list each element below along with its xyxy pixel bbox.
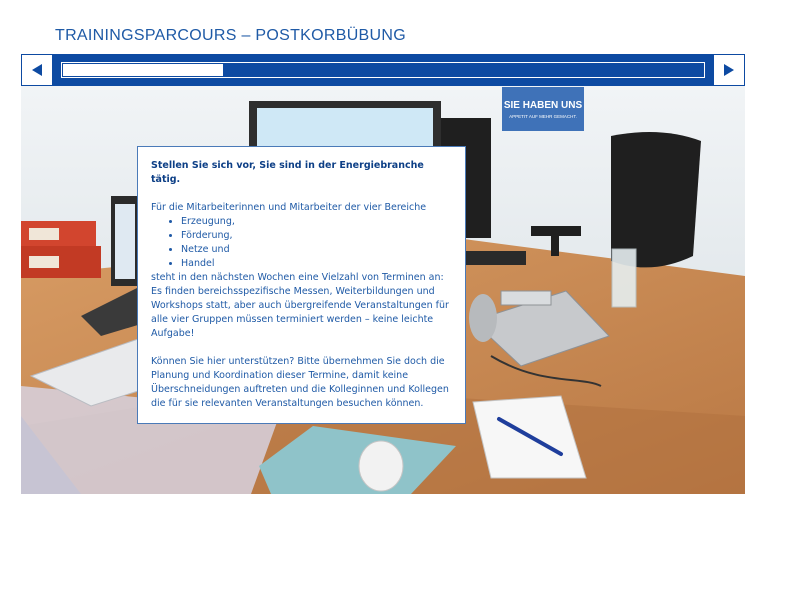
poster-subtext: APPETIT AUF MEHR GEMACHT. — [509, 114, 577, 119]
list-item: • Handel — [181, 257, 453, 271]
progress-bar — [61, 62, 705, 78]
page-title: TRAININGSPARCOURS – POSTKORBÜBUNG — [55, 27, 406, 44]
list-item: • Förderung, — [181, 229, 453, 243]
arrow-right-icon — [722, 63, 736, 77]
dialog-body-2: Können Sie hier unterstützen? Bitte übernehmen Sie doch die Planung und Koordination dieser Termine, damit keine Überschneidungen auftreten und die Kolleginnen und Kollegen die für sie relevanten Veranstaltungen besuchen können. — [151, 356, 449, 409]
list-item: • Netze und — [181, 243, 453, 257]
area-list — [151, 215, 453, 271]
dialog-heading: Stellen Sie sich vor, Sie sind in der Energiebranche tätig. — [151, 160, 424, 185]
navigation-bar — [21, 54, 745, 86]
dialog-body-1: steht in den nächsten Wochen eine Vielzahl von Terminen an: Es finden bereichsspezifische Messen, Weiterbildungen und Workshops statt, aber auch übergreifende Veranstaltungen für alle vier Gruppen müssen terminiert werden – keine leichte Aufgabe! — [151, 272, 449, 339]
progress-fill — [63, 64, 223, 76]
list-item: • Erzeugung, — [181, 215, 453, 229]
poster-text: SIE HABEN UNS — [503, 100, 583, 111]
previous-button[interactable] — [21, 54, 53, 86]
dialog-intro: Für die Mitarbeiterinnen und Mitarbeiter der vier Bereiche — [151, 202, 427, 213]
arrow-left-icon — [30, 63, 44, 77]
next-button[interactable] — [713, 54, 745, 86]
intro-dialog — [137, 146, 466, 424]
